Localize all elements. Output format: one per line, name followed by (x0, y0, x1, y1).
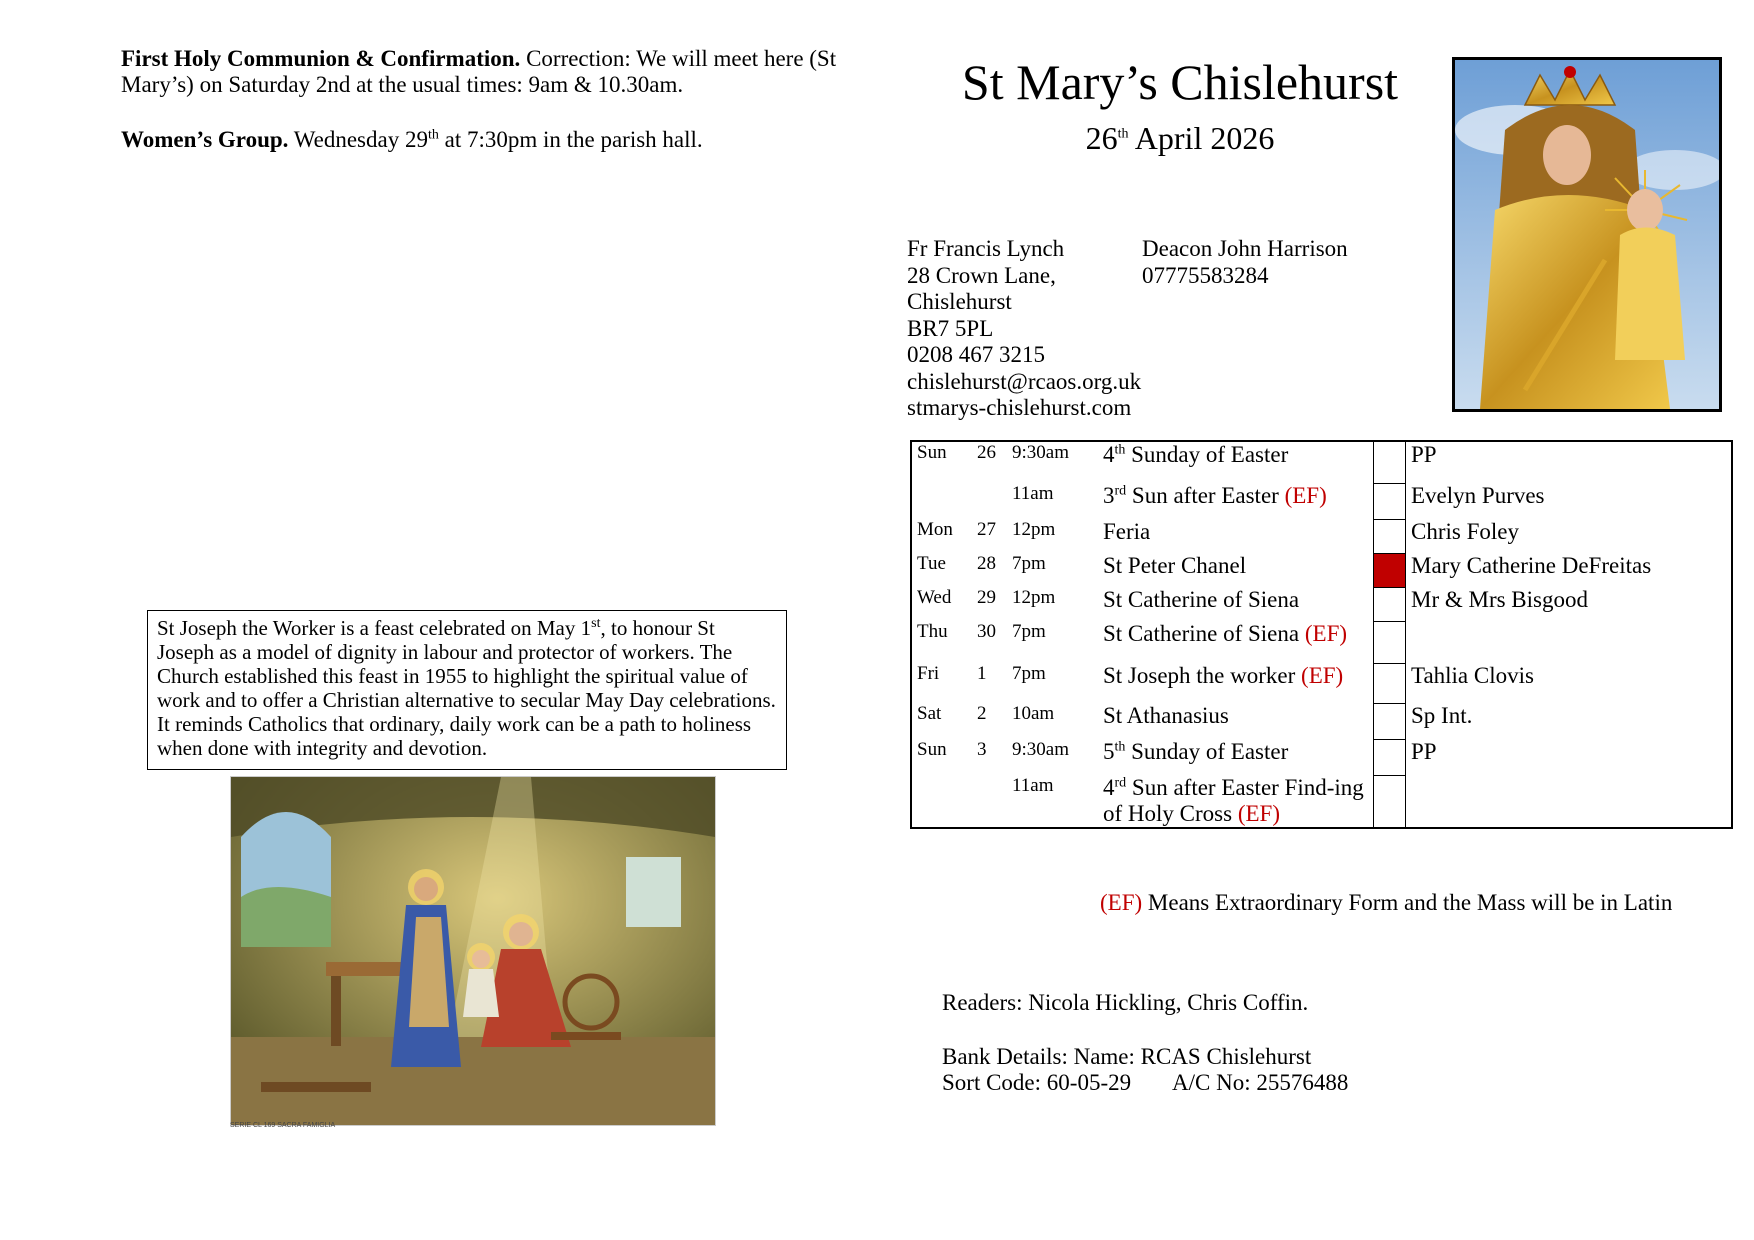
mass-row (911, 739, 1732, 775)
mass-marker-box (1374, 441, 1406, 483)
mass-day (911, 483, 972, 519)
mass-day (911, 775, 972, 828)
feature-sup: st (591, 616, 601, 631)
notice-womens-text-a: Wednesday 29 (293, 127, 428, 152)
mass-intention (1406, 775, 1733, 828)
mass-intention: Mr & Mrs Bisgood (1411, 587, 1588, 612)
ef-tag: (EF) (1284, 483, 1327, 508)
mass-time: 12pm (1012, 587, 1056, 608)
mass-intention: Sp Int. (1411, 703, 1473, 728)
mass-row (911, 483, 1732, 519)
liturgy-name: St Catherine of Siena (1103, 587, 1300, 612)
mass-liturgy (1098, 621, 1374, 663)
mass-date-number: 29 (977, 587, 996, 608)
liturgy-ordinal: 3 (1103, 483, 1115, 508)
parish-email[interactable]: chislehurst@rcaos.org.uk (907, 368, 1142, 394)
mass-liturgy (1098, 483, 1374, 519)
mass-date-number: 27 (977, 519, 996, 540)
st-joseph-feature-box (147, 610, 787, 770)
madonna-illustration (1455, 60, 1719, 409)
mass-marker-box (1374, 519, 1406, 553)
priest-phone: 0208 467 3215 (907, 342, 1045, 367)
mass-liturgy (1098, 663, 1374, 703)
mass-liturgy (1098, 775, 1374, 828)
notice-womens-group (121, 127, 841, 153)
deacon-phone: 07775583284 (1142, 262, 1269, 288)
liturgy-name: Sun after Easter (1131, 483, 1279, 508)
priest-address-1: 28 Crown Lane, (907, 262, 1056, 288)
mass-day: Sun (917, 739, 947, 760)
mass-day: Sun (917, 442, 947, 463)
mass-marker-box (1374, 775, 1406, 828)
bulletin-date (940, 118, 1420, 158)
mass-marker-box (1374, 663, 1406, 703)
mass-row (911, 775, 1732, 828)
mass-time: 9:30am (1012, 442, 1069, 463)
mass-date-number: 2 (977, 703, 987, 724)
parish-website[interactable]: stmarys-chislehurst.com (907, 395, 1132, 420)
mass-row (911, 587, 1732, 621)
mass-time: 11am (1012, 483, 1054, 504)
feature-text-b: , to honour St Joseph as a model of dignity in labour and protector of workers. The Church established this feast in 1955 to highlight the spiritual value of work and to offer a Christian alternative to secular May Day celebrations. It reminds Catholics that ordinary, daily work can be a path to holiness when done with integrity and devotion. (157, 616, 776, 760)
mass-marker-box (1374, 553, 1406, 587)
liturgy-ordinal-sup: th (1114, 739, 1126, 755)
ef-tag: (EF) (1301, 663, 1344, 688)
mass-intention: Mary Catherine DeFreitas (1411, 553, 1652, 578)
priest-postcode: BR7 5PL (907, 315, 994, 341)
mass-marker-box (1374, 587, 1406, 621)
priest-contact (907, 236, 1141, 422)
mass-date-number (972, 483, 1007, 519)
priest-name: Fr Francis Lynch (907, 236, 1065, 261)
liturgy-name: Sunday of Easter (1131, 739, 1289, 764)
holy-family-image (230, 776, 716, 1126)
mass-day: Tue (917, 553, 946, 574)
bank-details-line: Bank Details: Name: RCAS Chislehurst (942, 1044, 1312, 1069)
mass-day: Wed (917, 587, 952, 608)
notice-communion (121, 46, 841, 98)
notice-womens-heading: Women’s Group. (121, 127, 289, 152)
mass-liturgy (1098, 739, 1374, 775)
mass-row (911, 621, 1732, 663)
mass-intention: Evelyn Purves (1411, 483, 1545, 508)
liturgy-name: Feria (1103, 519, 1151, 544)
sort-code: Sort Code: 60-05-29 (942, 1070, 1132, 1095)
mass-day: Sat (917, 703, 942, 724)
notice-communion-heading: First Holy Communion & Confirmation. (121, 46, 521, 71)
liturgy-name: St Athanasius (1103, 703, 1229, 728)
mass-time: 7pm (1012, 553, 1046, 574)
liturgy-name: St Joseph the worker (1103, 663, 1296, 688)
feature-text-a: St Joseph the Worker is a feast celebrated on May 1 (157, 616, 592, 640)
mass-day: Thu (917, 621, 948, 642)
priest-address-2: Chislehurst (907, 289, 1012, 314)
date-sup: th (1117, 126, 1129, 142)
mass-liturgy (1098, 519, 1374, 553)
mass-intention (1406, 621, 1733, 663)
ef-note-text: Means Extraordinary Form and the Mass will be in Latin (1147, 890, 1673, 915)
mass-date-number: 1 (977, 663, 987, 684)
holy-family-illustration (231, 777, 715, 1125)
mass-intention: Chris Foley (1411, 519, 1519, 544)
mass-date-number: 3 (977, 739, 987, 760)
liturgy-ordinal-sup: rd (1114, 483, 1127, 499)
mass-row (911, 519, 1732, 553)
mass-time: 7pm (1012, 663, 1046, 684)
mass-liturgy (1098, 703, 1374, 739)
notice-communion-text: Correction: We will meet here (St Mary’s) on Saturday 2nd at the usual times: 9am & 10.30am. (121, 46, 837, 97)
mass-intention: Tahlia Clovis (1411, 663, 1534, 688)
deacon-name: Deacon John Harrison (1142, 236, 1348, 261)
mass-time: 11am (1012, 775, 1054, 796)
mass-marker-box (1374, 483, 1406, 519)
mass-time: 12pm (1012, 519, 1056, 540)
mass-intention: PP (1411, 442, 1437, 467)
mass-schedule-body (911, 441, 1732, 828)
ef-tag: (EF) (1237, 801, 1280, 826)
notice-womens-text-b: at 7:30pm in the parish hall. (444, 127, 703, 152)
mass-row (911, 703, 1732, 739)
mass-row (911, 553, 1732, 587)
liturgy-ordinal-sup: rd (1114, 775, 1127, 791)
mass-day: Mon (917, 519, 953, 540)
ef-tag: (EF) (1304, 621, 1348, 646)
date-day: 26 (1085, 120, 1118, 156)
madonna-image (1452, 57, 1722, 412)
liturgy-name: St Catherine of Siena (1103, 621, 1300, 646)
account-number: A/C No: 25576488 (1172, 1070, 1349, 1095)
date-rest: April 2026 (1134, 120, 1275, 156)
mass-date-number (972, 775, 1007, 828)
mass-date-number: 28 (977, 553, 996, 574)
mass-date-number: 30 (977, 621, 996, 642)
ef-note-tag: (EF) (1100, 890, 1143, 915)
mass-time: 7pm (1012, 621, 1046, 642)
mass-time: 9:30am (1012, 739, 1069, 760)
mass-intention: PP (1411, 739, 1437, 764)
liturgy-name: Sunday of Easter (1131, 442, 1289, 467)
mass-liturgy (1098, 587, 1374, 621)
mass-time: 10am (1012, 703, 1055, 724)
liturgy-ordinal-sup: th (1114, 442, 1126, 458)
mass-row (911, 663, 1732, 703)
mass-marker-box (1374, 703, 1406, 739)
deacon-contact (1142, 236, 1348, 289)
mass-marker-box (1374, 621, 1406, 663)
notice-womens-sup: th (427, 127, 439, 143)
ef-note (1100, 890, 1672, 916)
liturgy-ordinal: 4 (1103, 442, 1115, 467)
mass-date-number: 26 (977, 442, 996, 463)
mass-day: Fri (917, 663, 940, 684)
parish-title: St Mary’s Chislehurst (961, 54, 1399, 110)
holy-family-caption: SERIE CL 169 SACRA FAMIGLIA (230, 1122, 336, 1129)
readers-line: Readers: Nicola Hickling, Chris Coffin. (942, 990, 1309, 1015)
liturgy-name: Sun after Easter Find-ing of Holy Cross (1103, 775, 1364, 826)
liturgy-ordinal: 5 (1103, 739, 1115, 764)
mass-liturgy (1098, 441, 1374, 483)
mass-schedule-table (910, 440, 1733, 829)
liturgy-ordinal: 4 (1103, 775, 1115, 800)
liturgy-name: St Peter Chanel (1103, 553, 1247, 578)
mass-liturgy (1098, 553, 1374, 587)
mass-row (911, 441, 1732, 483)
mass-marker-box (1374, 739, 1406, 775)
